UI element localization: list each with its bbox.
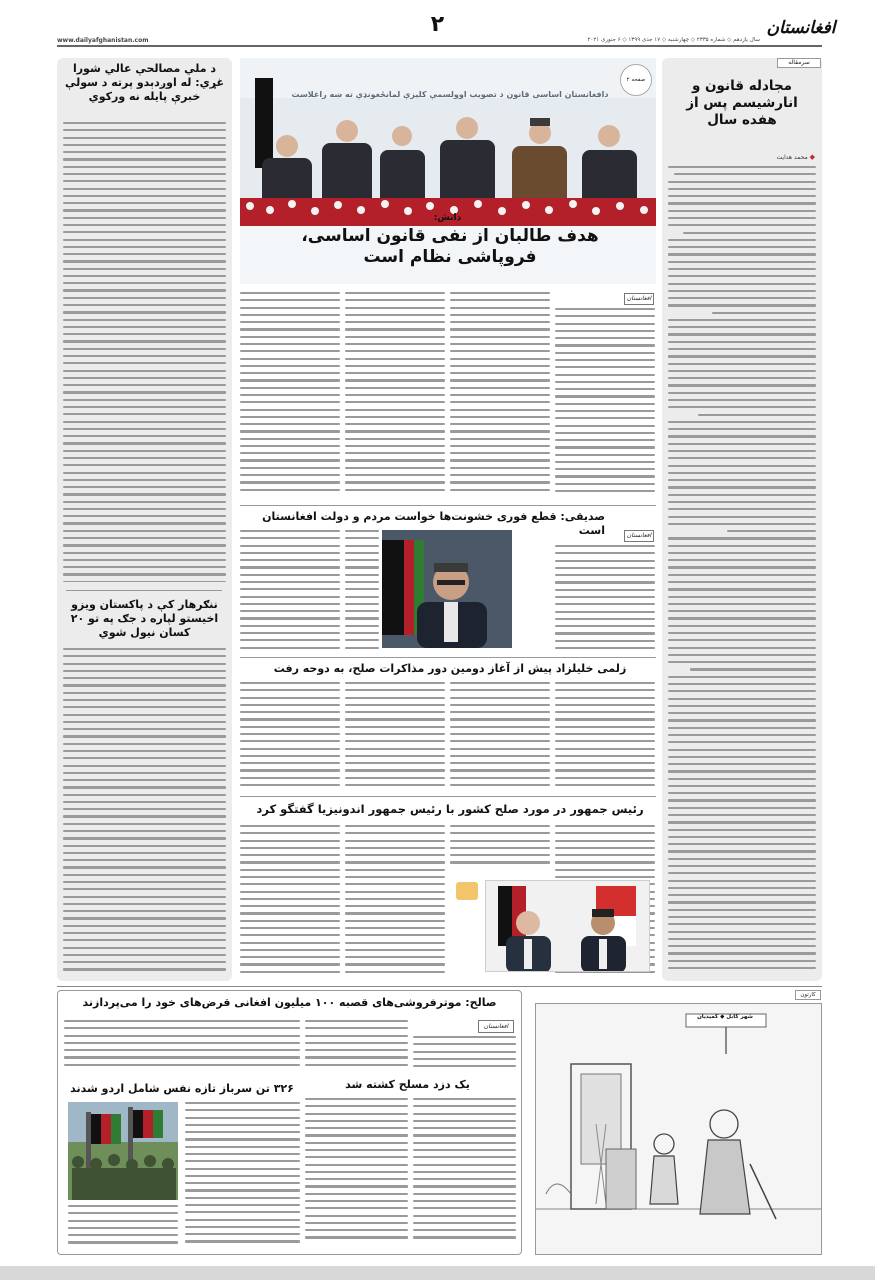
cartoon-tag: کارتون (795, 990, 821, 1000)
soldiers-scene (68, 1102, 178, 1200)
saleh-body-2 (305, 1020, 408, 1074)
lead-body-col-1 (240, 292, 340, 500)
saleh-body-3 (413, 1036, 516, 1074)
masthead-logo (760, 18, 842, 48)
editorial-title: مجادله قانون و انارشیسم پس از هفده سال (686, 78, 798, 128)
presidents-meeting (486, 881, 650, 972)
divider-2 (240, 657, 656, 658)
army-body-1 (185, 1102, 300, 1248)
bottom-rule (57, 986, 822, 987)
author-name: محمد هدایت (776, 154, 808, 161)
lead-title: هدف طالبان از نفی قانون اساسی، فروپاشی نظام است (301, 226, 599, 268)
president-title: رئیس جمهور در مورد صلح کشور با رئیس جمهور اندونیزیا گفتگو کرد (256, 802, 644, 816)
pashto-divider (66, 590, 222, 591)
page-number: ۲ (430, 12, 445, 37)
khalilzad-body-3 (450, 682, 550, 792)
issue-meta: سال یازدهم ◇ شماره ۲۳۳۵ ◇ چهارشنبه ◇ ۱۷ جدی ۱۳۹۹ ◇ ۶ جنوری ۲۰۲۱ (587, 37, 760, 43)
saddiqi-body-mid (345, 530, 379, 655)
divider-1 (240, 505, 656, 506)
page-badge (620, 64, 652, 96)
saddiqi-photo (382, 530, 512, 648)
saddiqi-portrait (382, 530, 512, 648)
president-body-3 (450, 825, 550, 870)
badge-label: صفحه ۲ (626, 77, 646, 83)
editorial-label: سرمقاله (777, 58, 821, 68)
president-icon (456, 882, 478, 900)
cartoon-sign-text: شهر کابل ◆ کمیدیان (697, 1014, 753, 1020)
divider-3 (240, 796, 656, 797)
diamond-icon: ◆ (809, 153, 815, 161)
saddiqi-title: صدیقی: قطع فوری خشونت‌ها خواست مردم و دولت افغانستان است (262, 510, 605, 537)
footer-rule (0, 1266, 875, 1280)
pashto-bottom-title: ننګرهار کې د پاکستان ویزو اخیستو لپاره د جګ په تو ۲۰ کسان نیول شوي (70, 598, 219, 639)
editorial-body (668, 166, 816, 974)
khalilzad-title: زلمی خلیلزاد پیش از آغاز دومین دور مذاکرات صلح، به دوحه رفت (273, 662, 627, 675)
lead-byline-logo: افغانستان (624, 293, 654, 305)
pashto-bottom-body (63, 648, 226, 974)
thief-body-2 (413, 1098, 516, 1248)
president-body-2 (345, 825, 445, 980)
thief-title: یک دزد مسلح کشته شد (345, 1078, 470, 1091)
lead-body-col-4 (555, 308, 655, 500)
lead-body-col-2 (345, 292, 445, 500)
khalilzad-body-2 (345, 682, 445, 792)
saddiqi-body-right (555, 545, 655, 655)
pashto-top-body (63, 122, 226, 582)
cartoon-drawing (536, 1004, 822, 1255)
army-title: ۳۲۶ تن سرباز تازه نفس شامل اردو شدند (70, 1082, 294, 1095)
saleh-logo: افغانستان (478, 1020, 514, 1033)
cartoon-frame (535, 1003, 822, 1255)
lead-subtitle: دانش: (433, 213, 462, 223)
president-photo (485, 880, 650, 972)
header-rule (57, 45, 822, 47)
lead-banner: دافغانستان اساسی قانون د تصویب اوولسمې کلیزې لمانځغونډې ته ښه راغلاست (291, 90, 609, 99)
president-body-1 (240, 825, 340, 980)
editorial-author (700, 153, 815, 161)
army-body-2 (68, 1205, 178, 1250)
lead-body-col-3 (450, 292, 550, 500)
saleh-title: صالح: موترفروشی‌های قصبه ۱۰۰ میلیون افغانی قرض‌های خود را می‌پردازند (82, 996, 497, 1009)
website-url: www.dailyafghanistan.com (57, 37, 149, 44)
saddiqi-logo: افغانستان (624, 530, 654, 542)
khalilzad-body-4 (555, 682, 655, 792)
khalilzad-body-1 (240, 682, 340, 792)
logo-text: افغانستان (766, 18, 836, 38)
pashto-top-title: د ملي مصالحې عالي شورا غړي: له اوږدېدو پرته د سولې خبرې پایله نه ورکوي (64, 62, 225, 103)
saddiqi-body-left (240, 530, 340, 655)
thief-body-1 (305, 1098, 408, 1248)
army-photo (68, 1102, 178, 1200)
saleh-body-1 (64, 1020, 300, 1074)
